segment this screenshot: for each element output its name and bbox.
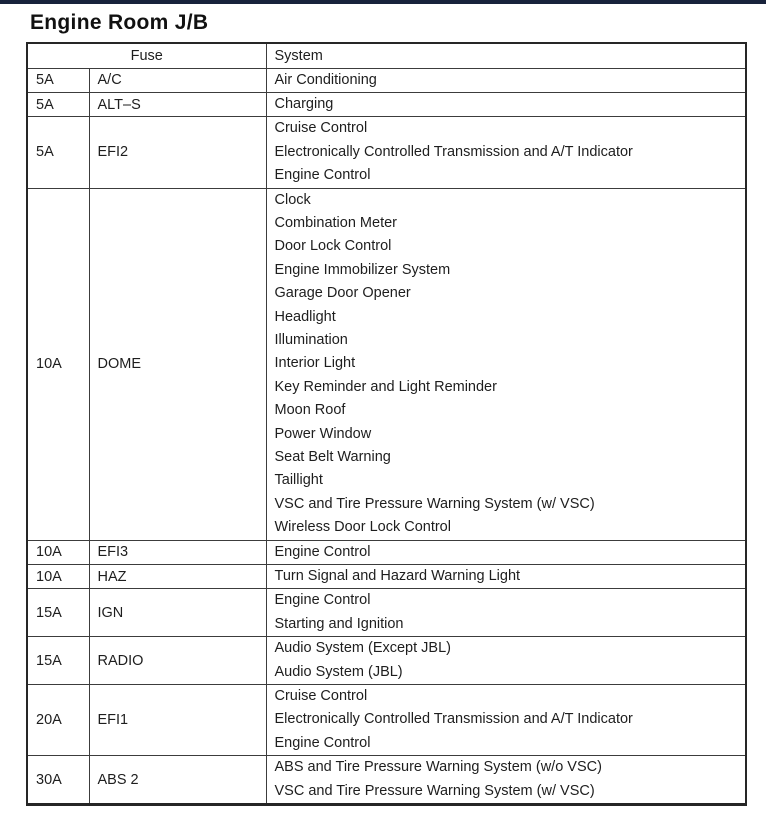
fuse-name-cell: RADIO (89, 637, 266, 685)
system-line: Engine Control (274, 592, 371, 609)
fuse-amp-cell: 10A (27, 540, 89, 564)
system-line: Engine Control (274, 167, 371, 184)
system-line: Electronically Controlled Transmission and A/T Indicator (274, 143, 633, 160)
system-cell (266, 92, 746, 116)
system-line: Engine Immobilizer System (274, 261, 451, 278)
fuse-amp-cell: 30A (27, 756, 89, 805)
system-line: Interior Light (274, 355, 356, 372)
system-cell (266, 117, 746, 188)
system-line: Seat Belt Warning (274, 449, 391, 465)
table-row (27, 565, 746, 589)
system-line: Engine Control (274, 543, 371, 560)
fuse-table (26, 42, 747, 806)
system-line: Clock (274, 191, 311, 208)
system-line: Audio System (Except JBL) (274, 640, 451, 657)
fuse-amp-cell: 20A (27, 685, 89, 756)
fuse-name-cell: A/C (89, 68, 266, 92)
system-line: Door Lock Control (274, 238, 392, 255)
system-line: ABS and Tire Pressure Warning System (w/o VSC) (274, 759, 602, 776)
header-row (27, 43, 746, 68)
fuse-amp-cell: 5A (27, 68, 89, 92)
table-row (27, 188, 746, 540)
table-row (27, 685, 746, 756)
fuse-name-cell: ABS 2 (89, 756, 266, 805)
system-line: Power Window (274, 425, 372, 442)
system-line: Moon Roof (274, 402, 346, 419)
system-cell (266, 685, 746, 756)
system-line: Charging (274, 95, 334, 112)
fuse-column-header: Fuse (27, 43, 266, 68)
page-top-border (0, 0, 766, 4)
system-line: VSC and Tire Pressure Warning System (w/ VSC) (274, 782, 595, 799)
system-cell (266, 756, 746, 805)
fuse-amp-cell: 10A (27, 565, 89, 589)
system-cell (266, 540, 746, 564)
fuse-name-cell: EFI3 (89, 540, 266, 564)
system-line: Audio System (JBL) (274, 663, 403, 680)
fuse-amp-cell: 15A (27, 589, 89, 637)
fuse-amp-cell: 10A (27, 188, 89, 540)
table-row (27, 589, 746, 637)
system-line: Engine Control (274, 734, 371, 751)
system-line: Wireless Door Lock Control (274, 519, 451, 536)
fuse-amp-cell: 5A (27, 92, 89, 116)
page-title: Engine Room J/B (30, 11, 209, 34)
system-line: Turn Signal and Hazard Warning Light (274, 568, 521, 585)
fuse-amp-cell: 15A (27, 637, 89, 685)
system-line: Electronically Controlled Transmission and A/T Indicator (274, 711, 633, 728)
fuse-table-body (27, 68, 746, 805)
fuse-name-cell: HAZ (89, 565, 266, 589)
system-cell (266, 565, 746, 589)
fuse-name-cell: DOME (89, 188, 266, 540)
table-row (27, 68, 746, 92)
fuse-amp-cell: 5A (27, 117, 89, 188)
system-column-header: System (266, 43, 746, 68)
system-line: Headlight (274, 308, 336, 325)
system-line: Taillight (274, 472, 323, 489)
system-line: Key Reminder and Light Reminder (274, 378, 497, 395)
fuse-name-cell: ALT–S (89, 92, 266, 116)
fuse-name-cell: IGN (89, 589, 266, 637)
system-line: VSC and Tire Pressure Warning System (w/ VSC) (274, 495, 595, 512)
table-row (27, 117, 746, 188)
table-row (27, 637, 746, 685)
system-line: Starting and Ignition (274, 615, 404, 632)
system-line: Illumination (274, 331, 348, 348)
fuse-table-header (27, 43, 746, 68)
system-cell (266, 188, 746, 540)
fuse-name-cell: EFI2 (89, 117, 266, 188)
system-cell (266, 637, 746, 685)
system-cell (266, 68, 746, 92)
table-row (27, 756, 746, 805)
table-row (27, 540, 746, 564)
system-cell (266, 589, 746, 637)
fuse-name-cell: EFI1 (89, 685, 266, 756)
system-line: Combination Meter (274, 214, 397, 231)
table-row (27, 92, 746, 116)
system-line: Cruise Control (274, 120, 368, 137)
system-line: Cruise Control (274, 688, 368, 705)
system-line: Air Conditioning (274, 71, 377, 88)
system-line: Garage Door Opener (274, 285, 411, 302)
